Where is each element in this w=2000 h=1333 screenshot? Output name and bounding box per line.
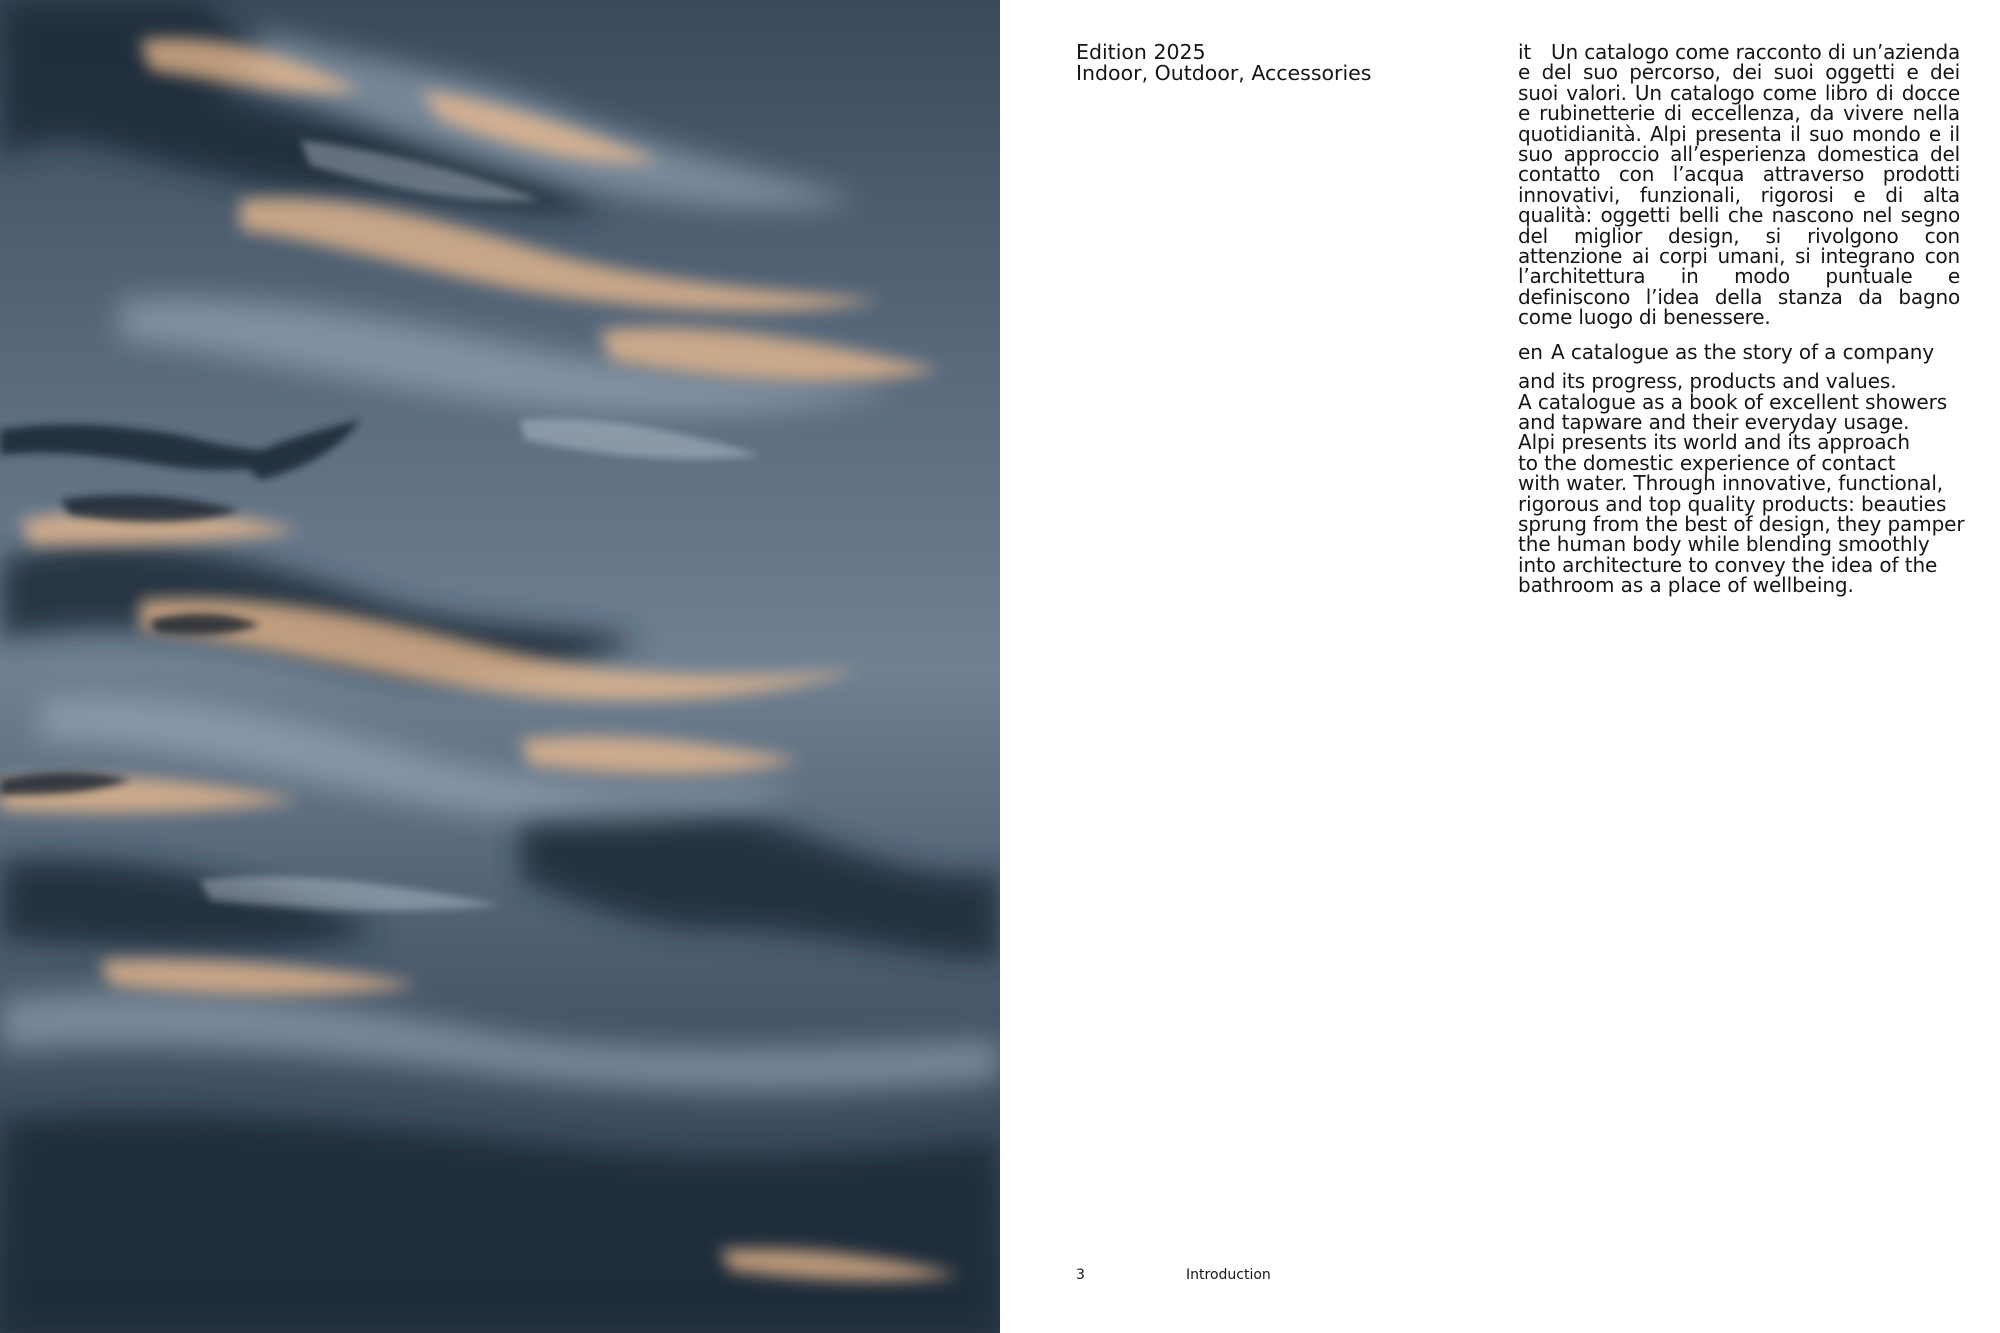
english-text-line: sprung from the best of design, they pamper (1518, 511, 1965, 536)
english-text-line: and its progress, products and values. (1518, 369, 1897, 394)
introduction-text-column (1518, 40, 1965, 598)
english-text-line: the human body while blending smoothly (1518, 532, 1930, 557)
english-paragraph (1518, 339, 1965, 598)
language-tag-en: en (1518, 339, 1543, 364)
page-number: 3 (1076, 1267, 1085, 1283)
edition-label: Edition 2025 (1076, 40, 1206, 64)
italian-paragraph (1518, 42, 1960, 328)
english-text-line: bathroom as a place of wellbeing. (1518, 573, 1854, 598)
edition-header (1076, 42, 1436, 84)
section-title: Introduction (1186, 1267, 1271, 1283)
english-text-line: to the domestic experience of contact (1518, 450, 1896, 475)
english-text-line: and tapware and their everyday usage. (1518, 409, 1910, 434)
language-tag-it: it (1518, 40, 1531, 64)
catalogue-categories: Indoor, Outdoor, Accessories (1076, 61, 1372, 85)
italian-text: Un catalogo come racconto di un’azienda e del suo percorso, dei suoi oggetti e dei suoi valori. Un catalogo come libro di docce e rubinetterie di eccellenza, da vivere nella quotidianità. Alpi presenta il suo mondo e il suo approccio all’esperienza domestica del contatto con l’acqua attraverso prodotti innovativi, funzionali, rigorosi e di alta qualità: oggetti belli che nascono nel segno del miglior design, si rivolgono con attenzione ai corpi umani, si integrano con l’architettura in modo puntuale e definiscono l’idea della stanza da bagno come luogo di benessere. (1518, 40, 1960, 330)
english-text-line: with water. Through innovative, functional, (1518, 471, 1944, 496)
english-text-line: A catalogue as the story of a company (1551, 339, 1935, 364)
english-text-line: A catalogue as a book of excellent showers (1518, 389, 1948, 414)
english-text-line: rigorous and top quality products: beauties (1518, 491, 1947, 516)
english-first-line (1518, 339, 1960, 364)
english-text-line: into architecture to convey the idea of the (1518, 552, 1938, 577)
english-text-line: Alpi presents its world and its approach (1518, 430, 1911, 455)
